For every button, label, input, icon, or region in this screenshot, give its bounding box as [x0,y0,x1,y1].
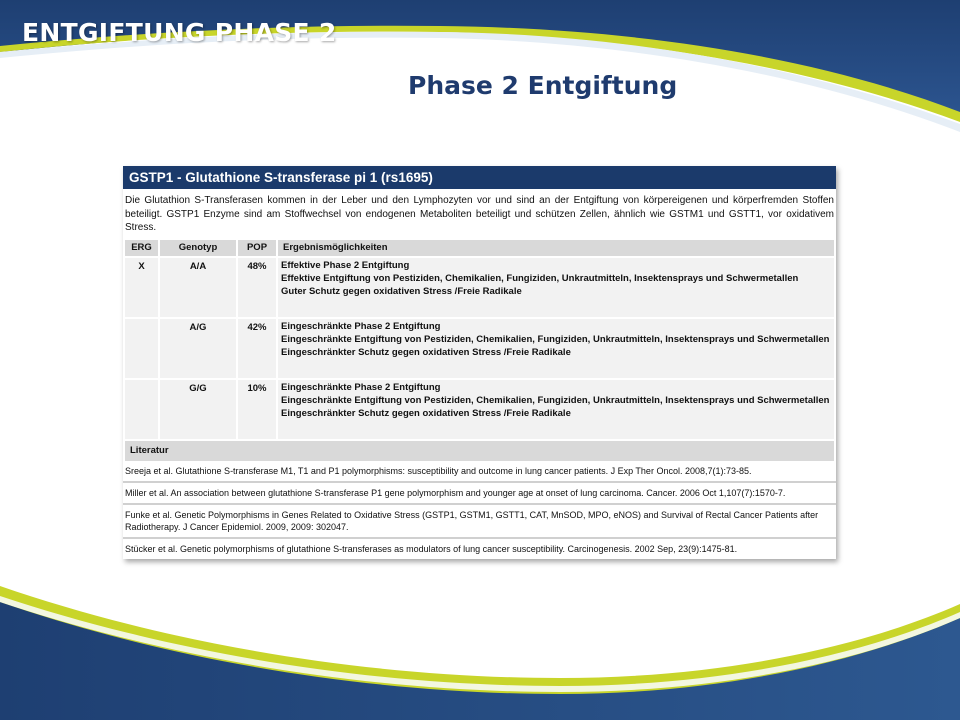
result-title: Eingeschränkte Phase 2 Entgiftung [281,381,441,393]
result-protection: Guter Schutz gegen oxidativen Stress /Freie Radikale [281,286,522,298]
column-header-results: Ergebnismöglichkeiten [278,240,834,256]
erg-marker: X [125,258,158,317]
literature-heading: Literatur [125,441,834,461]
result-cell [278,319,834,378]
population-cell: 10% [238,380,276,439]
table-row [125,258,834,317]
column-header-pop: POP [238,240,276,256]
population-cell: 42% [238,319,276,378]
result-protection: Eingeschränkter Schutz gegen oxidativen Stress /Freie Radikale [281,347,571,359]
result-detail: Eingeschränkte Entgiftung von Pestiziden, Chemikalien, Fungiziden, Unkrautmitteln, Insektensprays und Schwermetallen [281,333,830,345]
column-header-erg: ERG [125,240,158,256]
table-row [125,319,834,378]
population-cell: 48% [238,258,276,317]
gene-header: GSTP1 - Glutathione S-transferase pi 1 (rs1695) [123,166,836,189]
genotype-cell: A/G [160,319,236,378]
result-detail: Eingeschränkte Entgiftung von Pestiziden, Chemikalien, Fungiziden, Unkrautmitteln, Insektensprays und Schwermetallen [281,394,830,406]
slide-title: ENTGIFTUNG PHASE 2 [22,18,337,47]
reference-item: Miller et al. An association between glutathione S-transferase P1 gene polymorphism and younger age at onset of lung carcinoma. Cancer. 2006 Oct 1,107(7):1570-7. [123,483,836,505]
result-detail: Effektive Entgiftung von Pestiziden, Chemikalien, Fungiziden, Unkrautmitteln, Insektensprays und Schwermetallen [281,272,799,284]
genotype-cell: A/A [160,258,236,317]
column-header-genotyp: Genotyp [160,240,236,256]
gene-description: Die Glutathion S-Transferasen kommen in der Leber und den Lymphozyten vor und sind an der Entgiftung von körpereigenen und körperfremden Stoffen beteiligt. GSTP1 Enzyme sind am Stoffwechsel von endogenen Metaboliten beteiligt und schützen Zellen, ähnlich wie GSTM1 und GSTT1, vor oxidativem Stress. [125,195,834,233]
erg-marker [125,319,158,378]
result-title: Effektive Phase 2 Entgiftung [281,259,410,271]
erg-marker [125,380,158,439]
report-document [123,166,836,559]
genotype-table [123,238,836,441]
result-cell [278,258,834,317]
table-row [125,380,834,439]
genotype-cell: G/G [160,380,236,439]
reference-item: Stücker et al. Genetic polymorphisms of glutathione S-transferases as modulators of lung cancer susceptibility. Carcinogenesis. 2002 Sep, 23(9):1475-81. [125,543,738,554]
result-protection: Eingeschränkter Schutz gegen oxidativen Stress /Freie Radikale [281,408,571,420]
result-cell [278,380,834,439]
result-title: Eingeschränkte Phase 2 Entgiftung [281,320,441,332]
table-header-row [125,240,834,256]
reference-item: Funke et al. Genetic Polymorphisms in Genes Related to Oxidative Stress (GSTP1, GSTM1, GSTT1, CAT, MnSOD, MPO, eNOS) and Survival of Rectal Cancer Patients after Radiotherapy. J Cancer Epidemiol. 2009, 2009: 302047. [123,505,836,539]
slide-subtitle: Phase 2 Entgiftung [408,71,678,100]
reference-item: Sreeja et al. Glutathione S-transferase M1, T1 and P1 polymorphisms: susceptibility and outcome in lung cancer patients. J Exp Ther Oncol. 2008,7(1):73-85. [123,461,836,483]
